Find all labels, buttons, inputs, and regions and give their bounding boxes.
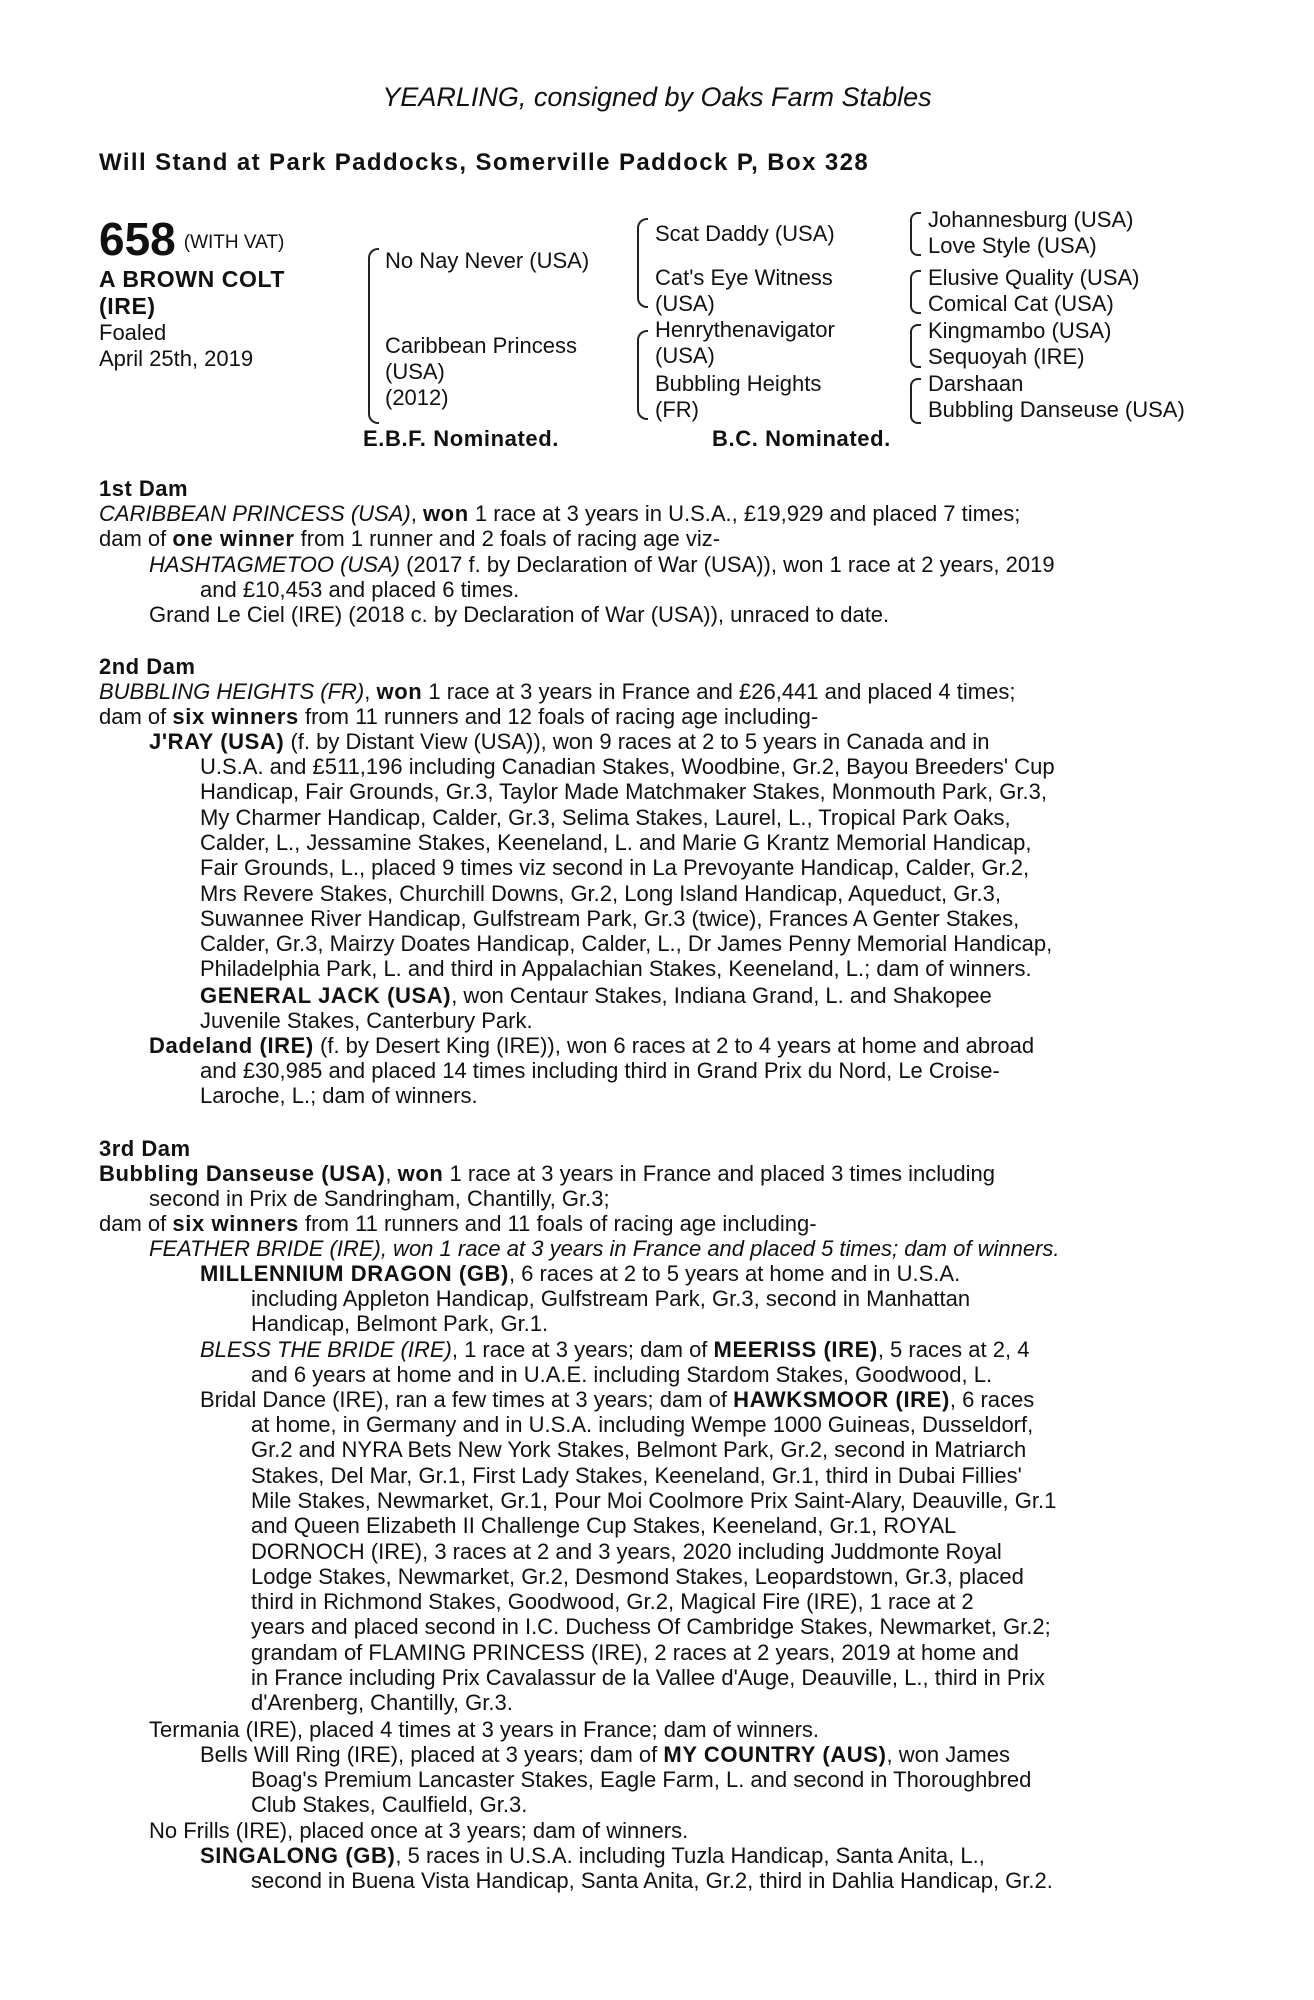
bc-nominated: B.C. Nominated. (712, 426, 891, 451)
winners-count: six winners (172, 704, 299, 729)
grandchild-entry-cont: and 6 years at home and in U.A.E. including Stardom Stakes, Goodwood, L. (251, 1362, 993, 1387)
entry-line: years and placed second in I.C. Duchess Of Cambridge Stakes, Newmarket, Gr.2; (251, 1614, 1051, 1640)
produce-entry-cont: Laroche, L.; dam of winners. (200, 1083, 478, 1108)
grandchild-entry (200, 1843, 985, 1868)
grandchild-name: SINGALONG (GB) (200, 1843, 396, 1868)
dam-line: Bubbling Danseuse (USA), won 1 race at 3 years in France and placed 3 times including (99, 1161, 995, 1186)
pedigree-bracket-dam (637, 330, 648, 420)
grandchild-entry (200, 983, 992, 1008)
text: from 11 runners and 11 foals of racing age including- (304, 1211, 817, 1236)
produce-name: HASHTAGMETOO (USA) (149, 552, 400, 577)
text: from 1 runner and 2 foals of racing age viz- (300, 526, 721, 551)
produce-summary (99, 1211, 817, 1236)
entry-line: and Queen Elizabeth II Challenge Cup Stakes, Keeneland, Gr.1, ROYAL (251, 1513, 957, 1539)
pedigree-dam-dam: Bubbling Heights (655, 371, 822, 396)
won-label: won (376, 679, 423, 704)
grandchild-entry (200, 1261, 960, 1286)
produce-name: J'RAY (USA) (149, 729, 285, 754)
dam-record: 1 race at 3 years in U.S.A., £19,929 and placed 7 times; (474, 501, 1021, 526)
pedigree-dam-sire: Henrythenavigator (655, 317, 835, 342)
dam-record: 1 race at 3 years in France and placed 3 times including (449, 1161, 995, 1186)
lot-description: A BROWN COLT (99, 266, 286, 292)
dam-record: 1 race at 3 years in France and £26,441 and placed 4 times; (428, 679, 1016, 704)
grandchild-entry-cont: Juvenile Stakes, Canterbury Park. (200, 1008, 533, 1033)
produce-entry (149, 729, 990, 754)
text: dam of (99, 704, 167, 729)
grandchild-entry-cont: second in Buena Vista Handicap, Santa Anita, Gr.2, third in Dahlia Handicap, Gr.2. (251, 1868, 1053, 1893)
produce-summary (99, 526, 720, 551)
entry-line: third in Richmond Stakes, Goodwood, Gr.2, Magical Fire (IRE), 1 race at 2 (251, 1589, 974, 1615)
pedigree-bracket-g4 (910, 378, 921, 424)
grandchild-entry-cont: Handicap, Belmont Park, Gr.1. (251, 1311, 549, 1336)
great-grandchild-name: HAWKSMOOR (IRE) (733, 1387, 950, 1412)
pedigree-dam-dam-country: (FR) (655, 397, 699, 422)
entry-line: Philadelphia Park, L. and third in Appalachian Stakes, Keeneland, L.; dam of winners. (200, 956, 1032, 982)
text: Bells Will Ring (IRE), placed at 3 years; dam of (200, 1742, 658, 1767)
produce-entry-cont: and £10,453 and placed 6 times. (200, 577, 520, 602)
entry-line: DORNOCH (IRE), 3 races at 2 and 3 years, 2020 including Juddmonte Royal (251, 1538, 1002, 1564)
produce-entry (149, 552, 1055, 577)
vat-note: (WITH VAT) (183, 231, 285, 253)
entry-line: in France including Prix Cavalassur de la Vallee d'Auge, Deauville, L., third in Prix (251, 1665, 1045, 1690)
winners-count: six winners (172, 1211, 299, 1236)
dam-name: BUBBLING HEIGHTS (FR) (99, 679, 365, 704)
won-label: won (397, 1161, 444, 1186)
entry-line: Stakes, Del Mar, Gr.1, First Lady Stakes, Keeneland, Gr.1, third in Dubai Fillies' (251, 1462, 1022, 1488)
lot-description-country: (IRE) (99, 293, 156, 319)
produce-entry: Grand Le Ciel (IRE) (2018 c. by Declaration of War (USA)), unraced to date. (149, 602, 890, 627)
produce-entry: FEATHER BRIDE (IRE), won 1 race at 3 years in France and placed 5 times; dam of winners. (149, 1236, 1060, 1261)
ebf-nominated: E.B.F. Nominated. (363, 426, 559, 451)
text: from 11 runners and 12 foals of racing age including- (304, 704, 819, 729)
text: Bridal Dance (IRE), ran a few times at 3 years; dam of (200, 1387, 727, 1412)
produce-summary (99, 704, 818, 729)
produce-entry-cont: and £30,985 and placed 14 times including third in Grand Prix du Nord, Le Croise- (200, 1058, 1000, 1083)
pedigree-g2: Love Style (USA) (928, 233, 1097, 258)
great-grandchild-name: MEERISS (IRE) (713, 1337, 878, 1362)
entry-line: Calder, Gr.3, Mairzy Doates Handicap, Calder, L., Dr James Penny Memorial Handicap, (200, 931, 1053, 957)
entry-line: at home, in Germany and in U.S.A. including Wempe 1000 Guineas, Dusseldorf, (251, 1412, 1034, 1437)
text: dam of (99, 1211, 167, 1236)
dam-line-cont: second in Prix de Sandringham, Chantilly, Gr.3; (149, 1186, 610, 1211)
entry-line: d'Arenberg, Chantilly, Gr.3. (251, 1690, 513, 1716)
pedigree-sire-dam-country: (USA) (655, 291, 715, 316)
produce-record: (2017 f. by Declaration of War (USA)), won 1 race at 2 years, 2019 (406, 552, 1055, 577)
pedigree-g5: Kingmambo (USA) (928, 318, 1112, 343)
entry-line: Gr.2 and NYRA Bets New York Stakes, Belmont Park, Gr.2, second in Matriarch (251, 1437, 1027, 1463)
foaled-date: April 25th, 2019 (99, 346, 254, 371)
great-grandchild-name: MY COUNTRY (AUS) (663, 1742, 887, 1767)
pedigree-bracket-gen1 (368, 248, 379, 424)
grandchild-entry (200, 1387, 1034, 1412)
entry-line: Handicap, Fair Grounds, Gr.3, Taylor Made Matchmaker Stakes, Monmouth Park, Gr.3, (200, 779, 1047, 805)
dam-name: Bubbling Danseuse (USA) (99, 1161, 386, 1186)
pedigree-g4: Comical Cat (USA) (928, 291, 1114, 316)
grandchild-record: , won Centaur Stakes, Indiana Grand, L. and Shakopee (451, 983, 992, 1008)
stand-location: Will Stand at Park Paddocks, Somerville Paddock P, Box 328 (99, 149, 870, 176)
dam-name: CARIBBEAN PRINCESS (USA) (99, 501, 411, 526)
pedigree-sire-dam: Cat's Eye Witness (655, 265, 833, 290)
pedigree-bracket-g2 (910, 270, 921, 314)
text: dam of (99, 526, 167, 551)
winners-count: one winner (172, 526, 295, 551)
grandchild-entry-cont: Boag's Premium Lancaster Stakes, Eagle Farm, L. and second in Thoroughbred (251, 1767, 1032, 1792)
text: , 1 race at 3 years; dam of (451, 1337, 708, 1362)
pedigree-sire: No Nay Never (USA) (385, 248, 590, 273)
text: , 6 races (949, 1387, 1035, 1412)
produce-entry: No Frills (IRE), placed once at 3 years; dam of winners. (149, 1818, 689, 1843)
catalogue-heading: YEARLING, consigned by Oaks Farm Stables (382, 82, 932, 112)
text: , 5 races at 2, 4 (877, 1337, 1030, 1362)
entry-line: Suwannee River Handicap, Gulfstream Park, Gr.3 (twice), Frances A Genter Stakes, (200, 905, 1020, 931)
pedigree-dam-year: (2012) (385, 385, 449, 410)
pedigree-g1: Johannesburg (USA) (928, 207, 1134, 232)
pedigree-g8: Bubbling Danseuse (USA) (928, 397, 1185, 422)
grandchild-entry (200, 1742, 1010, 1767)
dam-line: BUBBLING HEIGHTS (FR), won 1 race at 3 years in France and £26,441 and placed 4 times; (99, 679, 1016, 704)
entry-line: My Charmer Handicap, Calder, Gr.3, Selima Stakes, Laurel, L., Tropical Park Oaks, (200, 804, 1011, 830)
pedigree-g6: Sequoyah (IRE) (928, 344, 1085, 369)
entry-line: grandam of FLAMING PRINCESS (IRE), 2 races at 2 years, 2019 at home and (251, 1639, 1019, 1665)
pedigree-g3: Elusive Quality (USA) (928, 265, 1140, 290)
lot-number-value: 658 (99, 213, 176, 265)
produce-record: (f. by Distant View (USA)), won 9 races at 2 to 5 years in Canada and in (290, 729, 990, 754)
entry-line: Mrs Revere Stakes, Churchill Downs, Gr.2, Long Island Handicap, Aqueduct, Gr.3, (200, 880, 1001, 906)
grandchild-entry-cont: including Appleton Handicap, Gulfstream Park, Gr.3, second in Manhattan (251, 1286, 971, 1311)
entry-line: Fair Grounds, L., placed 9 times viz second in La Prevoyante Handicap, Calder, Gr.2, (200, 855, 1030, 881)
produce-entry: Termania (IRE), placed 4 times at 3 years in France; dam of winners. (149, 1717, 820, 1742)
produce-record: (f. by Desert King (IRE)), won 6 races at 2 to 4 years at home and abroad (320, 1033, 1035, 1058)
entry-line: Calder, L., Jessamine Stakes, Keeneland, L. and Marie G Krantz Memorial Handicap, (200, 829, 1032, 855)
grandchild-record: , 5 races in U.S.A. including Tuzla Handicap, Santa Anita, L., (395, 1843, 985, 1868)
grandchild-name: BLESS THE BRIDE (IRE) (200, 1337, 452, 1362)
grandchild-name: GENERAL JACK (USA) (200, 983, 452, 1008)
pedigree-bracket-g1 (910, 212, 921, 256)
foaled-label: Foaled (99, 320, 167, 345)
dam-line: CARIBBEAN PRINCESS (USA), won 1 race at 3 years in U.S.A., £19,929 and placed 7 times; (99, 501, 1021, 526)
section-title: 1st Dam (99, 476, 189, 501)
entry-line: Mile Stakes, Newmarket, Gr.1, Pour Moi Coolmore Prix Saint-Alary, Deauville, Gr.1 (251, 1487, 1057, 1513)
won-label: won (422, 501, 469, 526)
pedigree-bracket-sire (637, 218, 648, 308)
section-title: 2nd Dam (99, 654, 196, 679)
section-title: 3rd Dam (99, 1136, 191, 1161)
grandchild-entry-cont: Club Stakes, Caulfield, Gr.3. (251, 1792, 528, 1817)
text: , won James (886, 1742, 1010, 1767)
pedigree-bracket-g3 (910, 324, 921, 368)
entry-line: Lodge Stakes, Newmarket, Gr.2, Desmond Stakes, Leopardstown, Gr.3, placed (251, 1563, 1024, 1589)
pedigree-dam-sire-country: (USA) (655, 343, 715, 368)
grandchild-record: , 6 races at 2 to 5 years at home and in U.S.A. (508, 1261, 961, 1286)
lot-number (99, 212, 284, 266)
pedigree-dam-country: (USA) (385, 359, 445, 384)
produce-entry (149, 1033, 1034, 1058)
pedigree-g7: Darshaan (928, 371, 1024, 396)
grandchild-name: MILLENNIUM DRAGON (GB) (200, 1261, 509, 1286)
grandchild-entry (200, 1337, 1029, 1362)
entry-line: U.S.A. and £511,196 including Canadian Stakes, Woodbine, Gr.2, Bayou Breeders' Cup (200, 754, 1055, 779)
produce-name: Dadeland (IRE) (149, 1033, 314, 1058)
pedigree-sire-sire: Scat Daddy (USA) (655, 221, 835, 246)
pedigree-dam: Caribbean Princess (385, 333, 577, 358)
